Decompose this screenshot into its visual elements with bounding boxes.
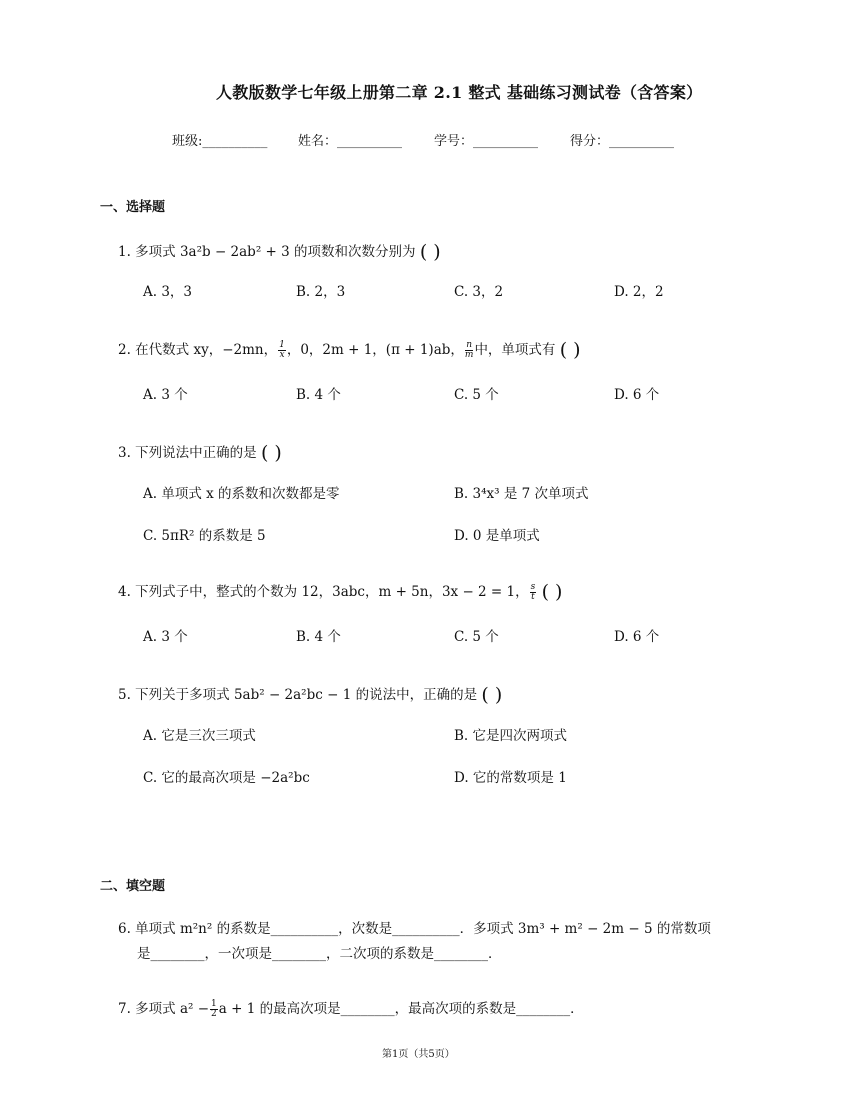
name-field: 姓名：__________ (298, 134, 403, 149)
question-5-stem: 5. 下列关于多项式 5ab² − 2a²bc − 1 的说法中，正确的是 (118, 687, 478, 703)
answer-paren: ( ) (419, 241, 441, 263)
answer-paren: ( ) (481, 684, 503, 706)
answer-paren: ( ) (559, 339, 581, 361)
q3-option-a: A. 单项式 x 的系数和次数都是零 (143, 486, 340, 502)
fraction-n-over-m: $\frac{n}{m}$ (464, 340, 474, 360)
q4-option-a: A. 3 个 (143, 629, 188, 645)
question-2-stem-b: ，0，2m + 1，(π + 1)ab， (286, 342, 464, 358)
q1-option-c: C. 3，2 (454, 284, 504, 300)
q4-option-c: C. 5 个 (454, 629, 499, 645)
student-number-field: 学号：__________ (434, 134, 539, 149)
question-3 (118, 441, 282, 464)
q4-option-d: D. 6 个 (614, 629, 660, 645)
section-title-fill: 二、填空题 (100, 879, 166, 894)
q4-option-b: B. 4 个 (296, 629, 341, 645)
class-field: 班级:__________ (172, 134, 268, 149)
question-7-stem-a: 7. 多项式 a² − (118, 1001, 210, 1017)
question-2-stem-a: 2. 在代数式 xy，−2mn， (118, 342, 278, 358)
question-5 (118, 683, 502, 706)
q1-option-d: D. 2，2 (614, 284, 664, 300)
q5-option-d: D. 它的常数项是 1 (454, 770, 567, 786)
question-2-stem-c: 中，单项式有 (474, 342, 556, 358)
q2-option-a: A. 3 个 (143, 387, 188, 403)
q2-option-b: B. 4 个 (296, 387, 341, 403)
q5-option-b: B. 它是四次两项式 (454, 728, 568, 744)
question-2 (118, 338, 581, 361)
answer-paren: ( ) (260, 442, 282, 464)
q3-option-d: D. 0 是单项式 (454, 528, 540, 544)
score-field: 得分：__________ (570, 134, 675, 149)
q1-option-b: B. 2，3 (296, 284, 346, 300)
question-7 (118, 997, 584, 1019)
q5-option-c: C. 它的最高次项是 −2a²bc (143, 770, 310, 786)
fraction-1-over-x: $\frac{1}{x}$ (279, 340, 285, 360)
q3-option-c: C. 5πR² 的系数是 5 (143, 528, 266, 544)
q2-option-c: C. 5 个 (454, 387, 499, 403)
answer-paren: ( ) (541, 581, 563, 603)
question-1-stem: 1. 多项式 3a²b − 2ab² + 3 的项数和次数分别为 (118, 244, 416, 260)
q3-option-b: B. 3⁴x³ 是 7 次单项式 (454, 486, 589, 502)
question-7-stem-b: a + 1 的最高次项是________，最高次项的系数是________． (218, 1001, 584, 1017)
question-6-line-1: 6. 单项式 m²n² 的系数是__________，次数是__________．多项式 3m³ + m² − 2m − 5 的常数项 (118, 921, 711, 937)
q2-option-d: D. 6 个 (614, 387, 660, 403)
q1-option-a: A. 3，3 (143, 284, 193, 300)
question-3-stem: 3. 下列说法中正确的是 (118, 445, 257, 461)
question-1 (118, 240, 441, 263)
section-title-choice: 一、选择题 (100, 200, 166, 215)
question-4-stem: 4. 下列式子中，整式的个数为 12，3abc，m + 5n，3x − 2 = 1， (118, 584, 529, 600)
question-4 (118, 580, 562, 603)
page-title: 人教版数学七年级上册第二章 2.1 整式 基础练习测试卷（含答案） (216, 83, 703, 102)
q5-option-a: A. 它是三次三项式 (143, 728, 256, 744)
question-6-line-2: 是________，一次项是________，二次项的系数是________． (137, 946, 502, 962)
fraction-s-over-t: $\frac{s}{t}$ (530, 582, 536, 602)
fraction-1-over-2: $\frac{1}{2}$ (211, 999, 217, 1019)
page-footer: 第1页（共5页） (382, 1049, 455, 1060)
